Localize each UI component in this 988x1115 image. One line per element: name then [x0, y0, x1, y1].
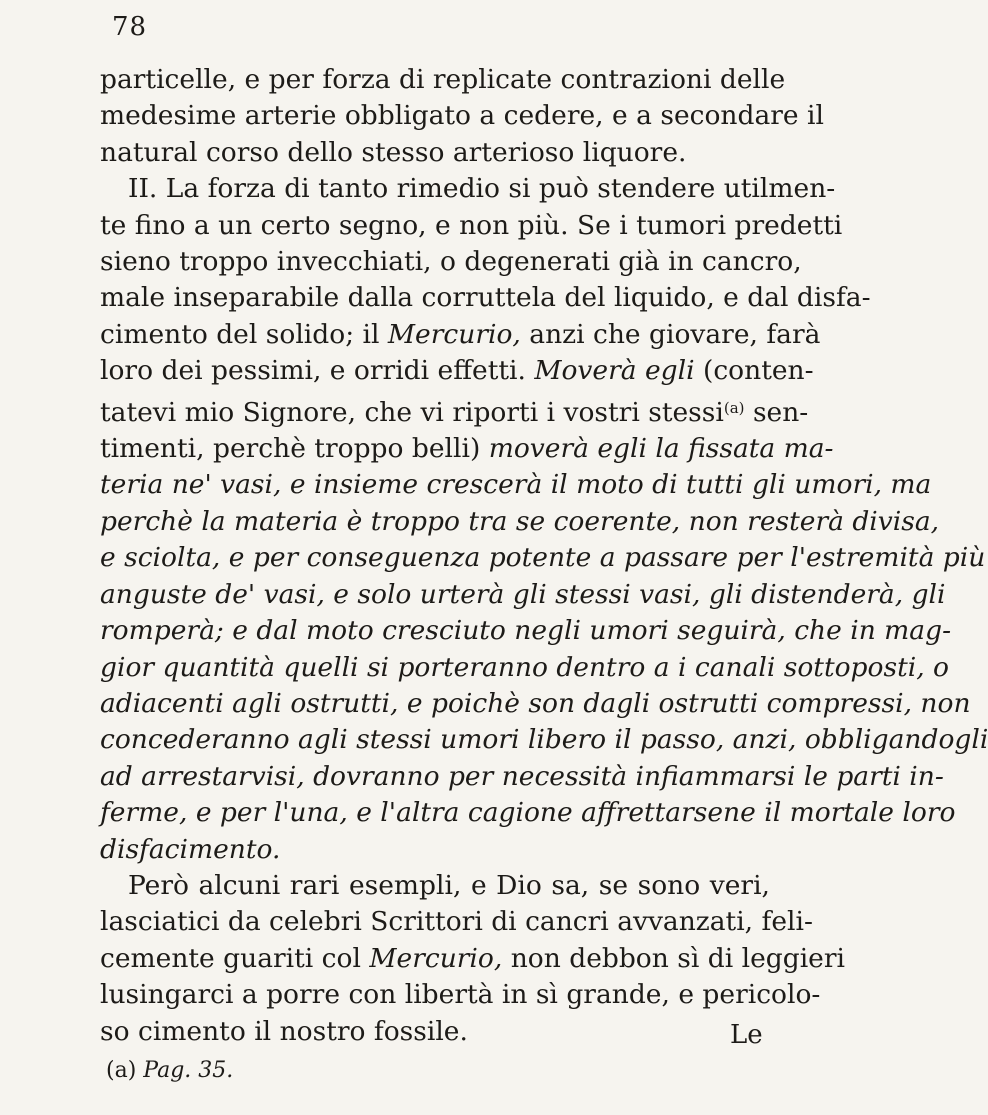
text-segment: particelle, e per forza di replicate contrazioni delle	[100, 64, 786, 95]
text-line	[100, 431, 834, 467]
text-segment: Moverà egli	[534, 355, 695, 387]
catchword: Le	[730, 1020, 763, 1050]
footnote-callout: (a)	[723, 398, 745, 417]
text-segment: teria ne' vasi, e insieme crescerà il moto di tutti gli umori, ma	[100, 469, 932, 501]
text-segment: Mercurio,	[369, 942, 503, 974]
text-segment: medesime arterie obbligato a cedere, e a secondare il	[100, 100, 824, 132]
text-line	[100, 904, 813, 940]
text-line	[100, 280, 871, 316]
text-segment: anzi che giovare, farà	[520, 318, 821, 350]
text-segment: gior quantità quelli si porteranno dentro a i canali sottoposti, o	[100, 651, 949, 683]
text-segment: sieno troppo invecchiati, o degenerati già in cancro,	[100, 246, 802, 278]
text-segment: male inseparabile dalla corruttela del liquido, e dal disfa-	[100, 282, 871, 314]
text-line	[100, 941, 845, 977]
text-segment: adiacenti agli ostrutti, e poichè son dagli ostrutti compressi, non	[100, 687, 971, 719]
footnote-mark: (a)	[106, 1058, 137, 1083]
text-segment: natural corso dello stesso arterioso liquore.	[100, 136, 687, 168]
text-segment: moverà egli la fissata ma-	[488, 433, 834, 465]
text-segment: perchè la materia è troppo tra se coerente, non resterà divisa,	[100, 505, 940, 537]
text-segment: II. La forza di tanto rimedio si può stendere utilmen-	[128, 173, 836, 205]
text-segment: Però alcuni rari esempli, e Dio sa, se sono veri,	[128, 869, 770, 901]
text-line	[100, 353, 814, 389]
text-segment: ferme, e per l'una, e l'altra cagione affrettarsene il mortale loro	[100, 797, 956, 829]
text-line	[100, 504, 940, 540]
text-line	[100, 467, 932, 503]
body-text	[100, 62, 988, 1050]
text-line	[100, 722, 988, 758]
text-segment: so cimento il nostro fossile.	[100, 1015, 468, 1047]
text-segment: (conten-	[694, 355, 814, 387]
text-segment: tatevi mio Signore, che vi riporti i vostri stessi	[100, 396, 724, 428]
text-segment: disfacimento.	[100, 833, 281, 865]
text-segment: sen-	[744, 396, 809, 428]
text-line	[100, 317, 821, 353]
text-line	[100, 135, 770, 171]
text-line	[100, 540, 986, 576]
text-line	[100, 577, 946, 613]
text-line	[100, 244, 802, 280]
text-line	[100, 171, 836, 207]
text-line	[100, 208, 843, 244]
text-segment: cimento del solido; il	[100, 318, 388, 350]
text-line	[100, 977, 821, 1013]
page-number: 78	[112, 12, 148, 42]
text-segment: anguste de' vasi, e solo urterà gli stessi vasi, gli distenderà, gli	[100, 578, 946, 610]
text-segment: te fino a un certo segno, e non più. Se i tumori predetti	[100, 209, 843, 241]
text-segment: lusingarci a porre con libertà in sì grande, e pericolo-	[100, 979, 821, 1011]
text-segment: loro dei pessimi, e orridi effetti.	[100, 355, 535, 387]
text-segment: non debbon sì di leggieri	[502, 942, 845, 974]
text-segment: Mercurio,	[387, 318, 521, 350]
text-line	[100, 98, 824, 134]
text-segment: lasciatici da celebri Scrittori di cancri avvanzati, feli-	[100, 906, 813, 938]
text-segment: cemente guariti col	[100, 942, 370, 974]
text-line	[100, 759, 944, 795]
text-line	[100, 1014, 770, 1050]
text-line	[100, 62, 786, 98]
text-line	[100, 868, 770, 904]
text-segment: timenti, perchè troppo belli)	[100, 433, 489, 465]
text-line	[100, 613, 952, 649]
text-line	[100, 832, 770, 868]
text-segment: concederanno agli stessi umori libero il passo, anzi, obbligandogli	[100, 724, 988, 756]
text-line	[100, 390, 809, 431]
footnote	[106, 1058, 233, 1083]
text-segment: romperà; e dal moto cresciuto negli umori seguirà, che in mag-	[100, 615, 952, 647]
footnote-reference: Pag. 35.	[143, 1058, 234, 1083]
text-line	[100, 686, 971, 722]
text-line	[100, 650, 949, 686]
text-segment: ad arrestarvisi, dovranno per necessità infiammarsi le parti in-	[100, 760, 944, 792]
text-line	[100, 795, 956, 831]
text-segment: e sciolta, e per conseguenza potente a passare per l'estremità più	[100, 542, 986, 574]
